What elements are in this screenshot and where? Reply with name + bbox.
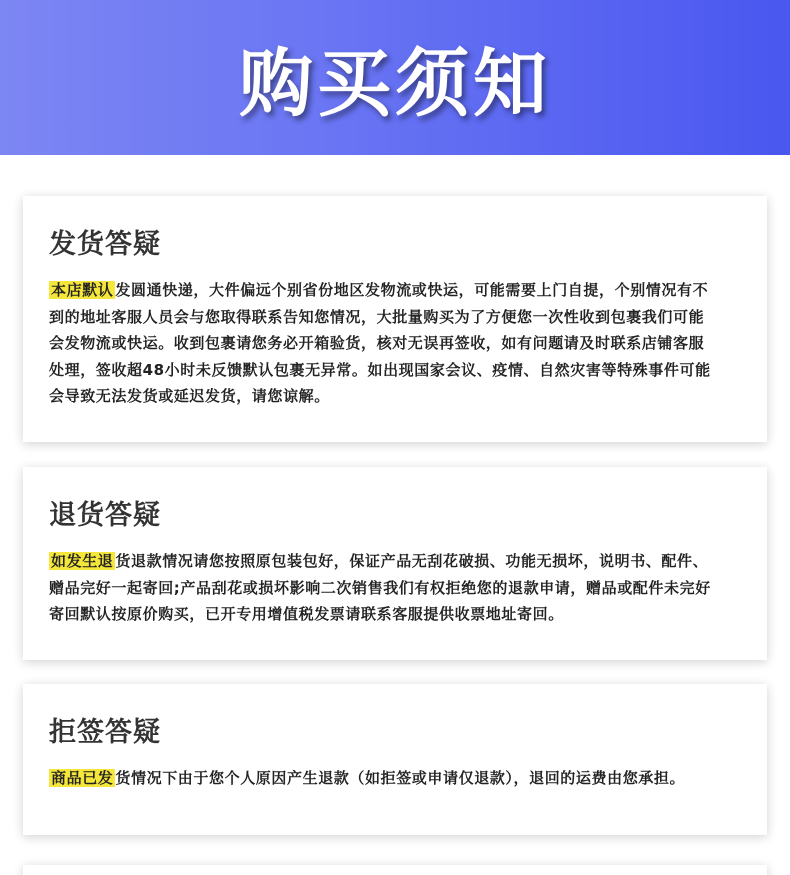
refusal-faq-card <box>23 684 767 835</box>
section-body <box>49 548 717 628</box>
section-body <box>49 277 717 410</box>
section-body <box>49 765 717 792</box>
section-title: 拒签答疑 <box>49 717 161 748</box>
body-text: 发圆通快递，大件偏远个别省份地区发物流或快运，可能需要上门自提，个别情况有不到的地址客服人员会与您取得联系告知您情况，大批量购买为了方便您一次性收到包裹我们可能会发物流或快运。收到包裹请您务必开箱验货，核对无误再签收，如有问题请及时联系店铺客服处理，签收超48小时未反馈默认包裹无异常。如出现国家会议、疫情、自然灾害等特殊事件可能会导致无法发货或延迟发货，请您谅解。 <box>49 281 711 405</box>
highlight-text: 本店默认 <box>51 281 114 299</box>
page-title: 购买须知 <box>239 40 551 127</box>
header-banner <box>0 0 790 155</box>
shipping-faq-card <box>23 196 767 442</box>
highlight-text: 商品已发 <box>51 769 114 787</box>
return-faq-card <box>23 467 767 660</box>
highlight-text: 如发生退 <box>51 552 114 570</box>
section-title: 退货答疑 <box>49 500 161 531</box>
section-title: 发货答疑 <box>49 229 161 260</box>
body-text: 货退款情况请您按照原包装包好，保证产品无刮花破损、功能无损坏，说明书、配件、赠品完好一起寄回;产品刮花或损坏影响二次销售我们有权拒绝您的退款申请，赠品或配件未完好寄回默认按原价购买，已开专用增值税发票请联系客服提供收票地址寄回。 <box>49 552 711 623</box>
body-text: 货情况下由于您个人原因产生退款（如拒签或申请仅退款），退回的运费由您承担。 <box>115 769 686 787</box>
next-section-card <box>23 865 767 875</box>
